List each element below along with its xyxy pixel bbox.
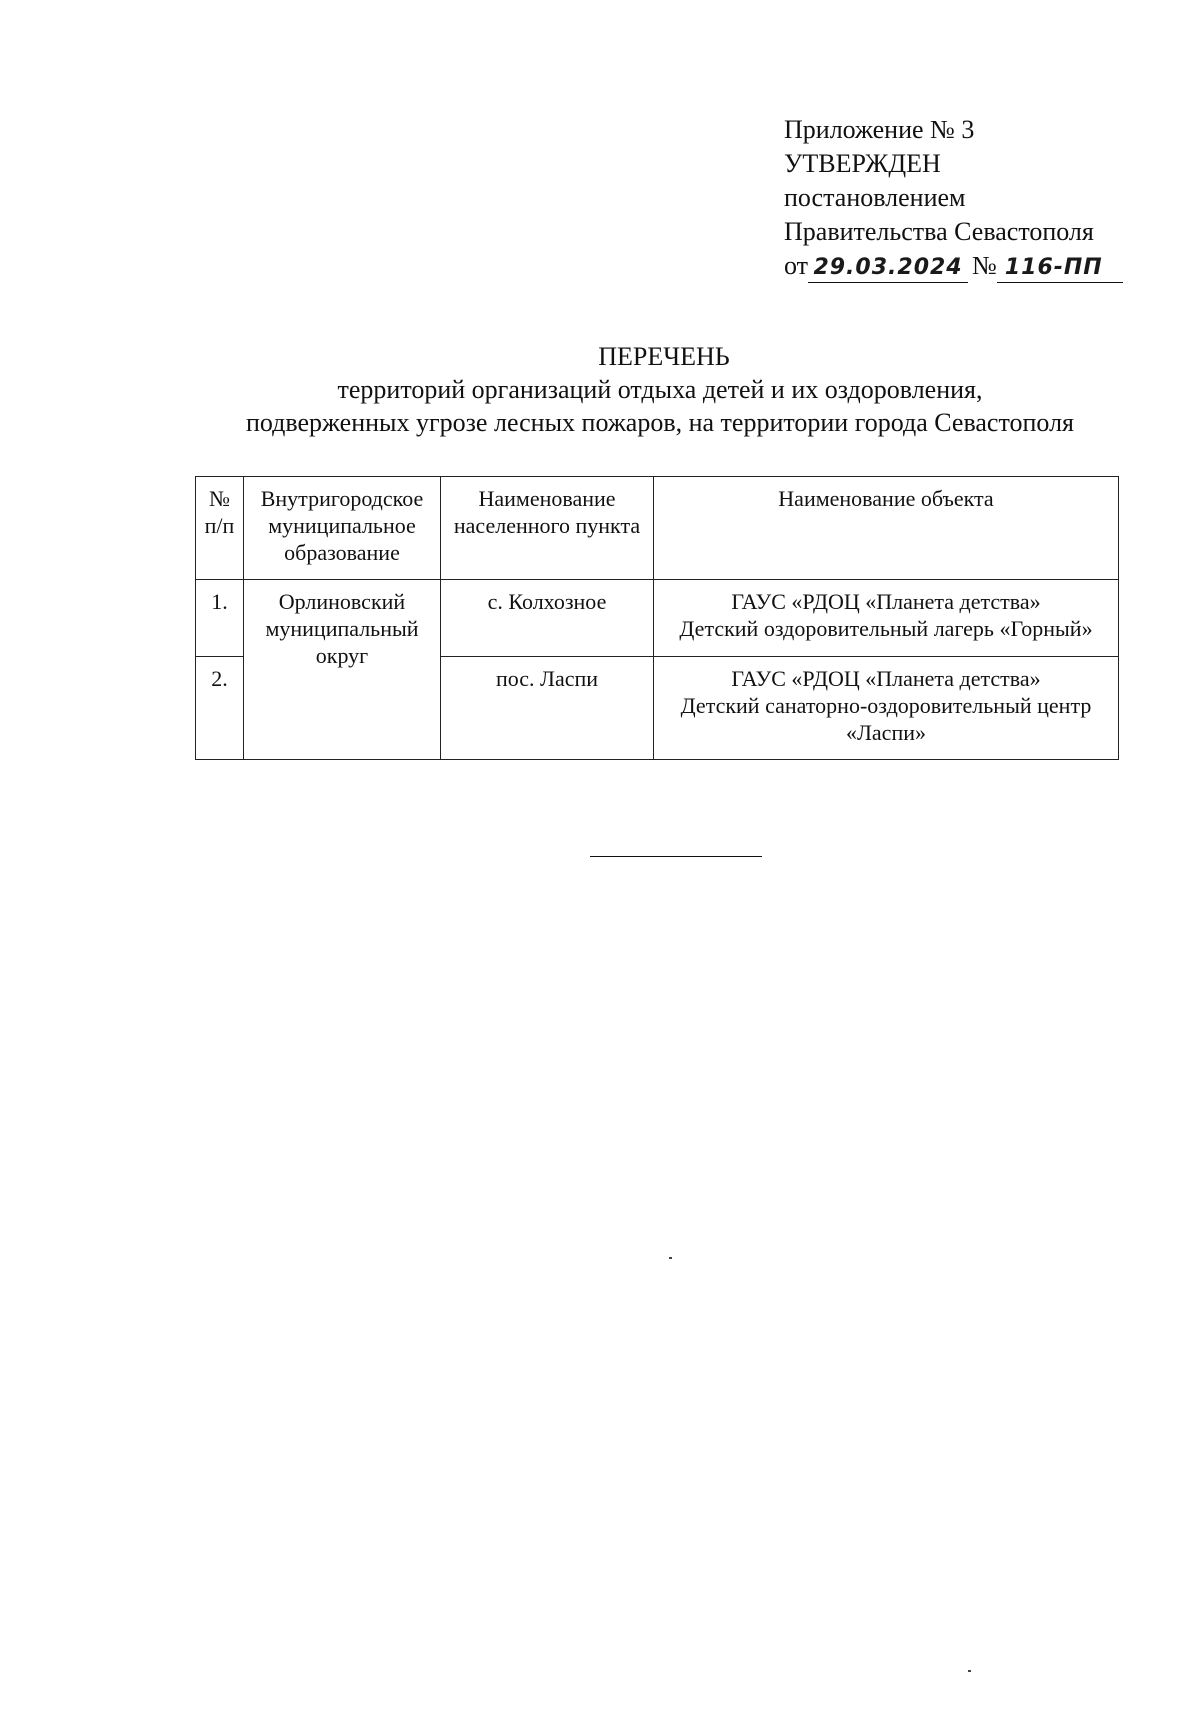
resolution-reference (784, 249, 1164, 283)
settlement-cell: пос. Ласпи (441, 657, 654, 760)
municipality-cell: Орлиновский муниципальный округ (244, 580, 441, 760)
resolution-number: 116-ПП (997, 254, 1123, 283)
row-num: 2. (196, 657, 244, 760)
object-cell (654, 580, 1119, 657)
header-settlement: Наименование населенного пункта (441, 477, 654, 580)
government-label: Правительства Севастополя (784, 217, 1094, 246)
settlement-cell: с. Колхозное (441, 580, 654, 657)
scan-speck (968, 1670, 971, 1672)
date-prefix: от (784, 251, 809, 280)
closing-divider (590, 856, 762, 857)
object-organization: ГАУС «РДОЦ «Планета детства» (731, 666, 1041, 691)
object-cell (654, 657, 1119, 760)
object-facility: Детский оздоровительный лагерь «Горный» (679, 616, 1093, 641)
document-title (140, 340, 1180, 439)
title-line-2: подверженных угрозе лесных пожаров, на территории города Севастополя (245, 408, 1074, 437)
table-row (196, 580, 1119, 657)
table-header-row (196, 477, 1119, 580)
appendix-number: Приложение № 3 (784, 115, 975, 144)
object-facility: Детский санаторно-оздоровительный центр «Ласпи» (680, 693, 1092, 745)
resolution-label: постановлением (784, 183, 966, 212)
header-num: № п/п (196, 477, 244, 580)
header-object: Наименование объекта (654, 477, 1119, 580)
approved-label: УТВЕРЖДЕН (784, 149, 941, 178)
resolution-date: 29.03.2024 (808, 254, 968, 283)
row-num: 1. (196, 580, 244, 657)
title-line-1: территорий организаций отдыха детей и их оздоровления, (337, 375, 983, 404)
scan-speck (669, 1257, 672, 1259)
territories-table (195, 476, 1119, 760)
object-organization: ГАУС «РДОЦ «Планета детства» (731, 589, 1041, 614)
number-prefix: № (972, 251, 997, 280)
approval-stamp (784, 113, 1164, 283)
header-municipality: Внутригородское муниципальное образование (244, 477, 441, 580)
title-main: ПЕРЕЧЕНЬ (598, 342, 730, 371)
